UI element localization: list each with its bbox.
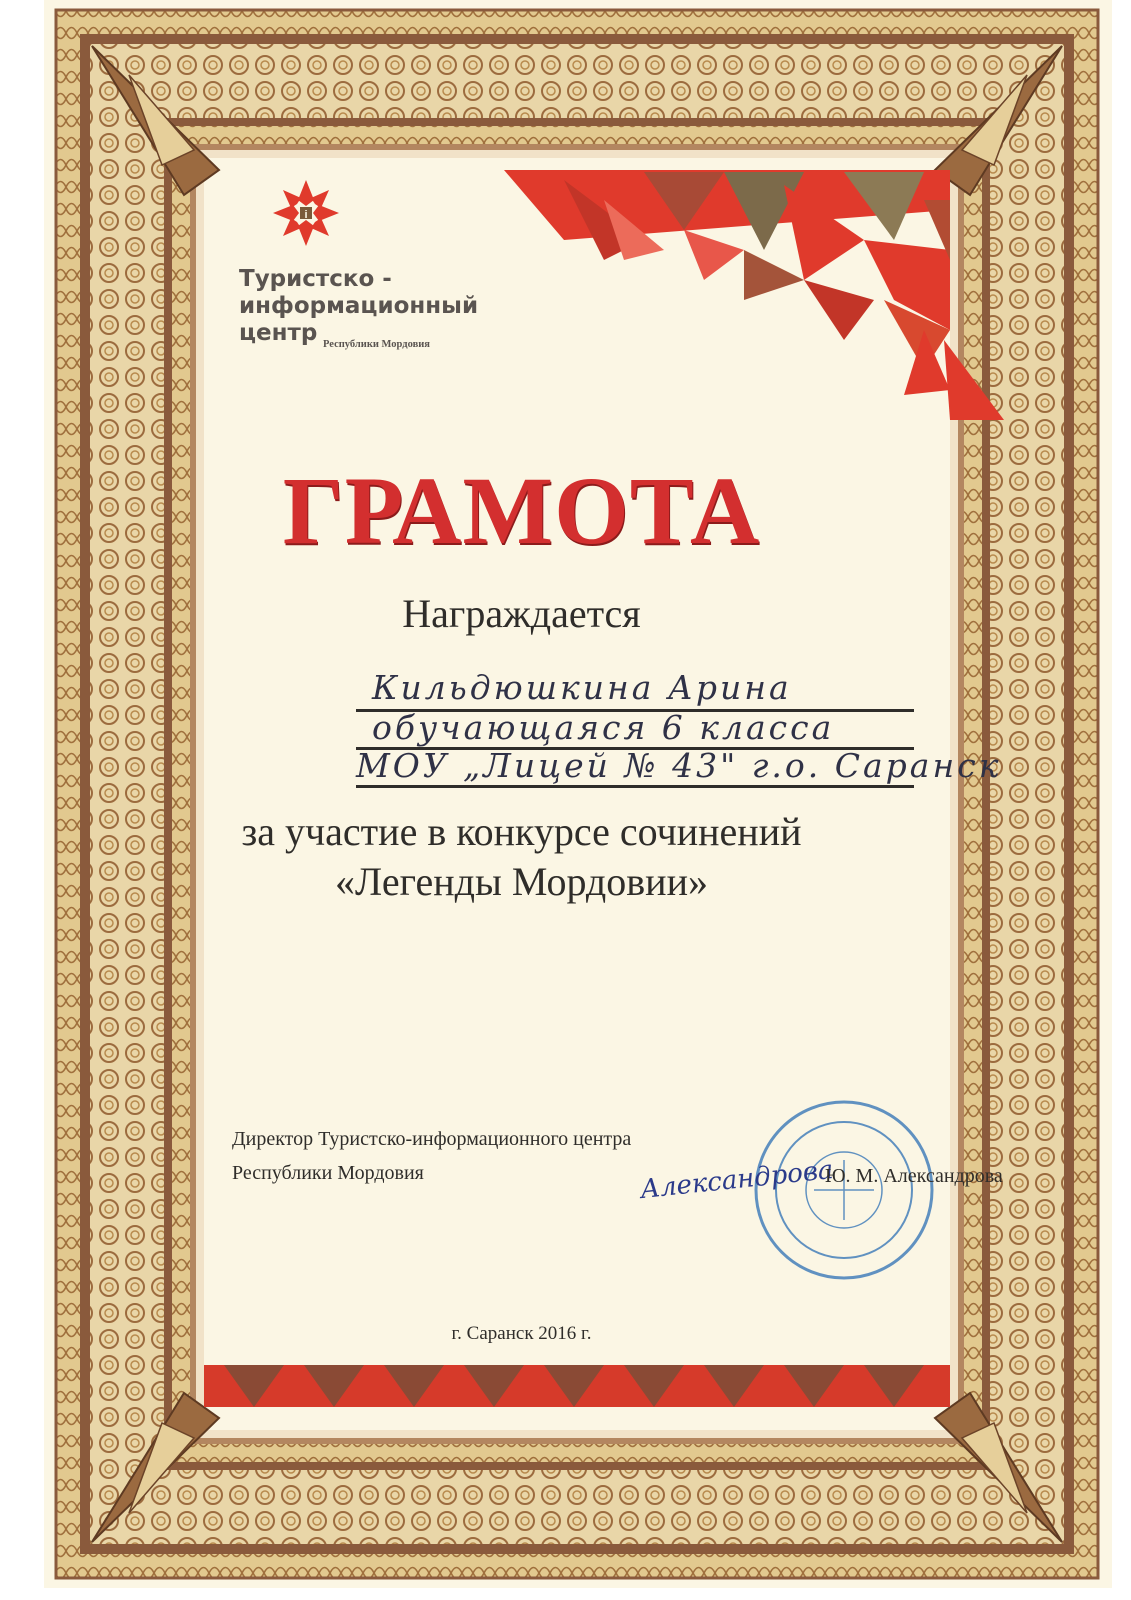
handwritten-signature: Александрова — [638, 1154, 835, 1206]
recipient-line-2: обучающаяся 6 класса — [372, 708, 835, 747]
logo-line-2: информационный — [239, 293, 479, 319]
certificate-title: ГРАМОТА — [282, 457, 761, 564]
signer-name: Ю. М. Александрова — [825, 1165, 1003, 1187]
logo-subtitle: Республики Мордовия — [323, 339, 430, 350]
logo-line-1: Туристско - — [239, 266, 392, 292]
bottom-red-band — [204, 1365, 950, 1407]
logo-line-3: центр — [239, 320, 318, 346]
signer-position-line-1: Директор Туристско-информационного центра — [232, 1128, 632, 1150]
recipient-line-3: МОУ „Лицей № 43" г.о. Саранск — [356, 746, 1002, 785]
svg-text:i: i — [304, 209, 308, 221]
ornamental-border — [44, 0, 1112, 1588]
recipient-line-1: Кильдюшкина Арина — [372, 668, 792, 707]
underline-3 — [356, 785, 914, 788]
signer-position-line-2: Республики Мордовия — [232, 1162, 424, 1184]
mordovian-star-i-icon — [271, 178, 341, 248]
awarded-label: Награждается — [402, 591, 641, 636]
reason-line-1: за участие в конкурсе сочинений — [241, 809, 802, 854]
reason-line-2: «Легенды Мордовии» — [335, 859, 708, 904]
certificate-sheet — [44, 0, 1112, 1588]
city-date: г. Саранск 2016 г. — [451, 1323, 592, 1344]
